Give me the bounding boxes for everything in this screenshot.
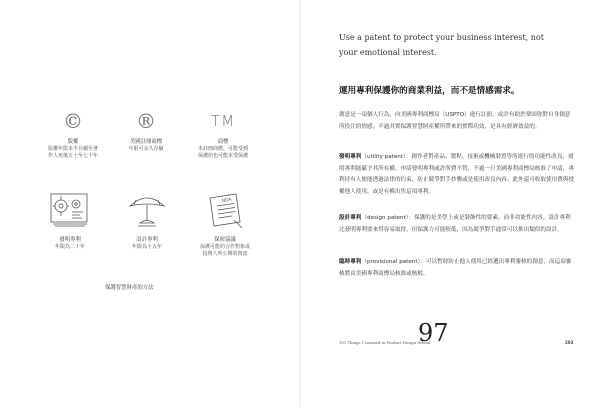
copyright-desc: 版權年限多半存續至著 作人死後五十至七十年	[47, 146, 98, 159]
copyright-item	[38, 110, 108, 160]
nda-document-drawing-icon	[202, 190, 248, 230]
design-patent-term: 設計專利	[339, 215, 362, 221]
page-number: 97	[418, 319, 449, 347]
paragraph-creativity: 創意是一項個人行為，向美國專利商標局（USPTO）進行註冊，或許有助於鞏固你對自身創意所投注的情感；不過其實保護智慧財產權所帶來的實際功效，是具有經濟效益的。	[339, 112, 571, 130]
design-patent-desc: 年限為十五年	[131, 244, 162, 250]
lamp-design-drawing-icon	[124, 190, 170, 230]
utility-patent-item	[35, 190, 105, 251]
folio-number: 203	[565, 340, 574, 345]
utility-patent-title: 發明專利	[59, 237, 81, 243]
registered-title: 美國註冊商標	[129, 139, 163, 145]
trademark-title: 商標	[217, 139, 229, 145]
utility-patent-desc: 年限為二十年	[54, 244, 85, 250]
figure-caption: 保護智慧財產的方法	[105, 285, 154, 291]
trademark-icon: TM	[210, 112, 236, 130]
nda-title: 保密協議	[214, 237, 236, 243]
trademark-item	[188, 110, 258, 160]
trademark-desc: 未註冊商標，可能受到 保護但也可能未受保護	[197, 146, 248, 159]
right-page	[301, 0, 600, 407]
nda-label: NDA	[221, 197, 233, 204]
provisional-patent-term-en: （provisional patent）	[361, 259, 421, 265]
copyright-title: 版權	[67, 139, 79, 145]
registered-trademark-item	[111, 110, 181, 153]
registered-icon: ®	[136, 109, 156, 133]
chapter-heading: 運用專利保護你的商業利益，而不是情感需求。	[339, 86, 520, 96]
utility-patent-term: 發明專利	[339, 154, 362, 160]
english-intro: Use a patent to protect your business interest, not your emotional interest.	[339, 33, 544, 57]
design-patent-title: 設計專利	[136, 237, 158, 243]
paragraph-provisional-patent	[339, 257, 575, 280]
registered-desc: 年限可永久存續	[128, 146, 164, 152]
design-patent-body: ：保護的是美學上或是裝飾性的要素，而非功能性內容。設計專利比發明專利要來得容易取得，但保護力可能較低，因為競爭對手通常可以推出類似的設計。	[339, 215, 571, 233]
design-patent-item	[112, 190, 182, 251]
design-patent-term-en: （design patent）	[361, 215, 409, 221]
paragraph-design-patent	[339, 213, 575, 236]
nda-item	[190, 190, 260, 258]
nda-desc: 保護可能的合作對象或 投資人所公開的資訊	[199, 244, 250, 257]
provisional-patent-body: ：可以暫時防止他人使用已經遞出專利審核的創意，而這項審核將由美國專利商標局核准或核駁。	[339, 259, 572, 277]
utility-patent-term-en: （utility patent）	[361, 154, 406, 160]
machine-patent-drawing-icon	[47, 190, 93, 230]
provisional-patent-term: 臨時專利	[339, 259, 362, 265]
paragraph-utility-patent	[339, 152, 575, 199]
utility-patent-body: ：創作者對產品、製程、技術或機械裝置等所進行的功能性改良，發明專利能賦予其所有權。申請發明專利或許所費不貲，不過一旦美國專利商標局核准了申請，專利持有人便能透過法律的約束，防止競爭對手抄襲或是使用改良內容。此外還可收取使用費與授權他人使用，或是有權出售這項專利。	[339, 154, 574, 196]
copyright-icon: ©	[63, 109, 83, 133]
running-footer: 101 Things I Learned in Product Design School	[339, 340, 431, 345]
